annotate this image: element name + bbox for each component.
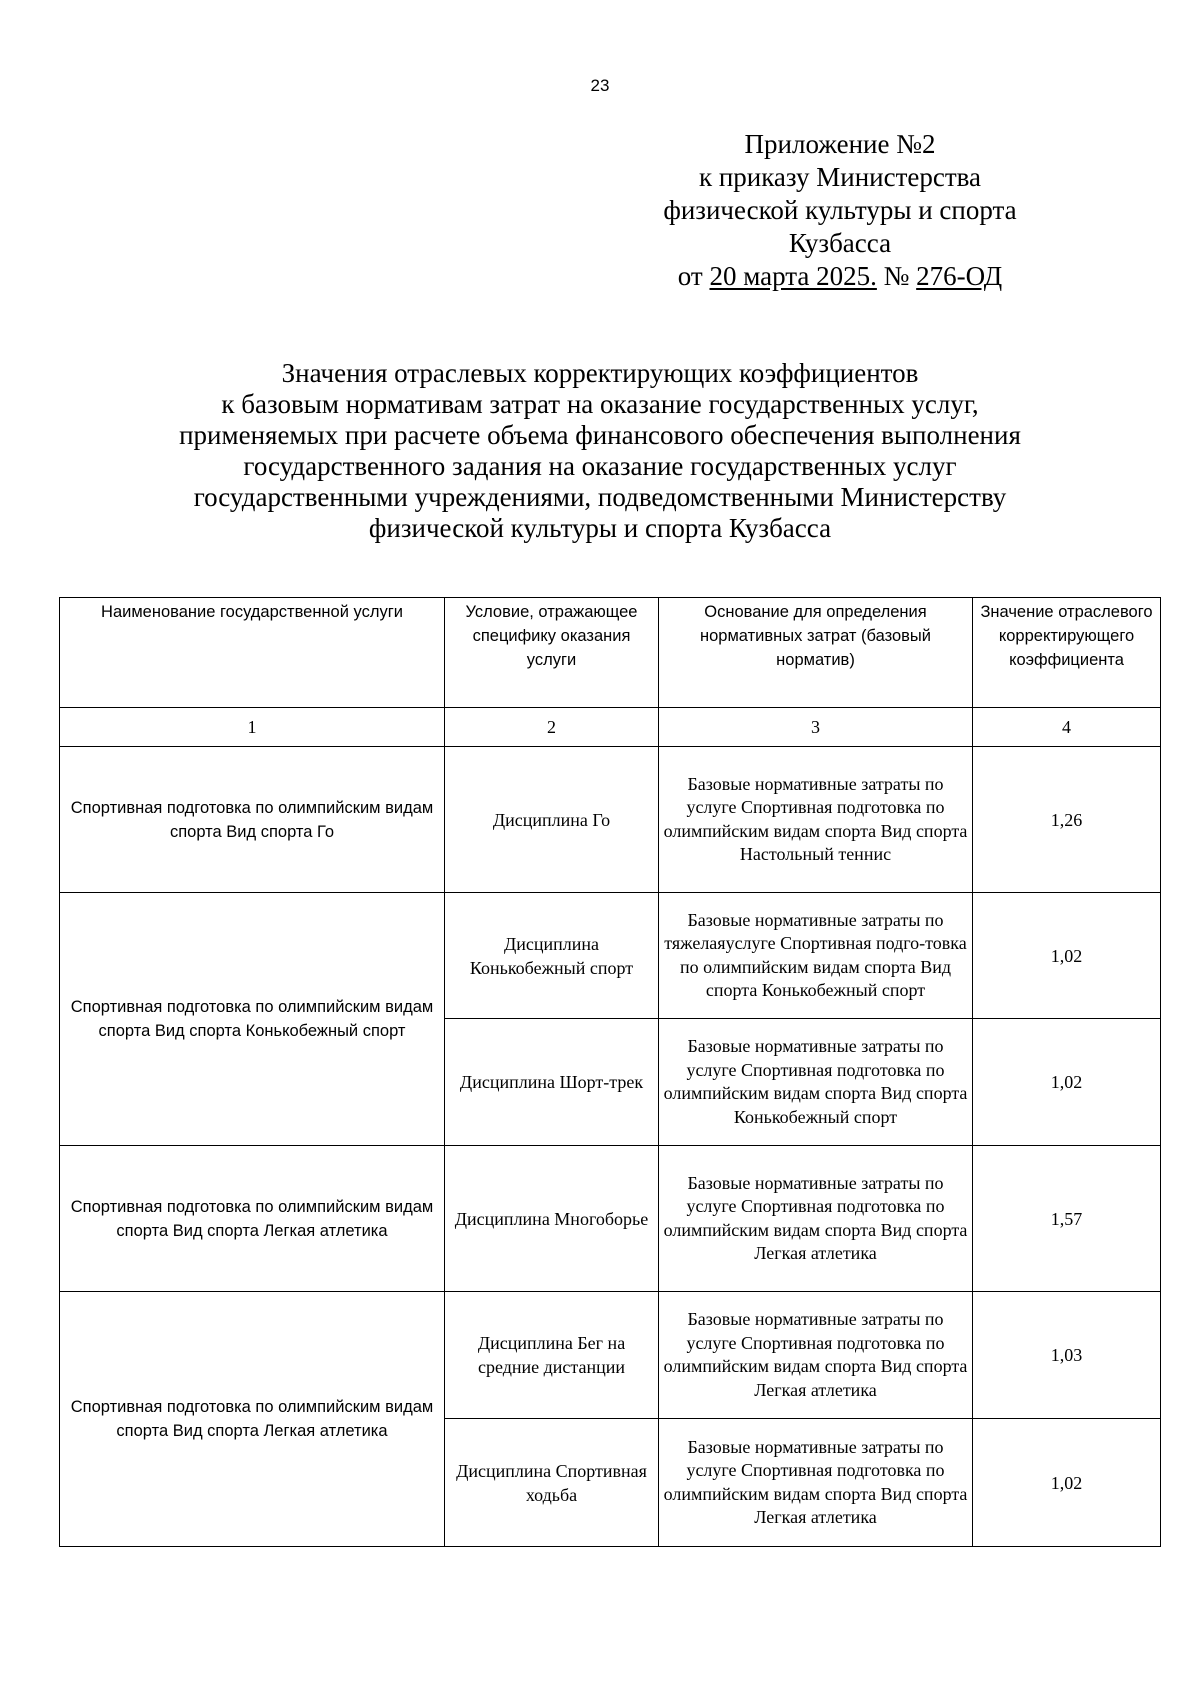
coefficient-cell: 1,02	[973, 1419, 1161, 1547]
basis-cell: Базовые нормативные затраты по тяжелаяуслуге Спортивная подго-товка по олимпийским видам спорта Вид спорта Конькобежный спорт	[659, 893, 973, 1019]
appendix-line-1: Приложение №2	[744, 129, 936, 159]
order-date: 20 марта 2025.	[709, 261, 877, 291]
title-line: Значения отраслевых корректирующих коэффициентов	[281, 358, 919, 388]
service-name-cell: Спортивная подготовка по олимпийским видам спорта Вид спорта Легкая атлетика	[60, 1146, 445, 1292]
basis-cell: Базовые нормативные затраты по услуге Спортивная подготовка по олимпийским видам спорта Вид спорта Конькобежный спорт	[659, 1019, 973, 1146]
condition-cell: Дисциплина Бег на средние дистанции	[445, 1292, 659, 1419]
service-name-cell: Спортивная подготовка по олимпийским видам спорта Вид спорта Конькобежный спорт	[60, 893, 445, 1146]
column-number: 2	[445, 708, 659, 747]
condition-cell: Дисциплина Спортивная ходьба	[445, 1419, 659, 1547]
column-number: 1	[60, 708, 445, 747]
service-name-cell: Спортивная подготовка по олимпийским видам спорта Вид спорта Го	[60, 747, 445, 893]
table-row	[60, 1292, 1161, 1419]
title-line: государственного задания на оказание государственных услуг	[243, 451, 957, 481]
column-number: 3	[659, 708, 973, 747]
header-row	[60, 598, 1161, 708]
header-basis: Основание для определения нормативных затрат (базовый норматив)	[659, 598, 973, 708]
condition-cell: Дисциплина Шорт-трек	[445, 1019, 659, 1146]
title-line: государственными учреждениями, подведомственными Министерству	[193, 482, 1007, 512]
header-coefficient: Значение отраслевого корректирующего коэффициента	[973, 598, 1161, 708]
appendix-block	[650, 128, 1030, 293]
order-number: 276-ОД	[916, 261, 1003, 291]
table-row	[60, 747, 1161, 893]
condition-cell: Дисциплина Многоборье	[445, 1146, 659, 1292]
page-number: 23	[590, 76, 610, 95]
order-date-prefix: от	[677, 261, 703, 291]
table-row	[60, 893, 1161, 1019]
coefficient-cell: 1,26	[973, 747, 1161, 893]
condition-cell: Дисциплина Конькобежный спорт	[445, 893, 659, 1019]
column-number-row	[60, 708, 1161, 747]
order-number-sign: №	[883, 261, 910, 291]
title-line: применяемых при расчете объема финансового обеспечения выполнения	[179, 420, 1021, 450]
service-name-cell: Спортивная подготовка по олимпийским видам спорта Вид спорта Легкая атлетика	[60, 1292, 445, 1547]
basis-cell: Базовые нормативные затраты по услуге Спортивная подготовка по олимпийским видам спорта Вид спорта Настольный теннис	[659, 747, 973, 893]
appendix-line-4: Кузбасса	[788, 228, 892, 258]
coefficient-cell: 1,03	[973, 1292, 1161, 1419]
coefficient-cell: 1,02	[973, 1019, 1161, 1146]
basis-cell: Базовые нормативные затраты по услуге Спортивная подготовка по олимпийским видам спорта Вид спорта Легкая атлетика	[659, 1419, 973, 1547]
basis-cell: Базовые нормативные затраты по услуге Спортивная подготовка по олимпийским видам спорта Вид спорта Легкая атлетика	[659, 1146, 973, 1292]
appendix-order-line	[650, 260, 1030, 293]
header-service-name: Наименование государственной услуги	[60, 598, 445, 708]
coefficients-table	[59, 597, 1161, 1547]
document-title	[100, 358, 1100, 544]
condition-cell: Дисциплина Го	[445, 747, 659, 893]
coefficient-cell: 1,57	[973, 1146, 1161, 1292]
column-number: 4	[973, 708, 1161, 747]
appendix-line-2: к приказу Министерства	[698, 162, 982, 192]
header-condition: Условие, отражающее специфику оказания услуги	[445, 598, 659, 708]
table-row	[60, 1146, 1161, 1292]
coefficient-cell: 1,02	[973, 893, 1161, 1019]
appendix-line-3: физической культуры и спорта	[663, 195, 1017, 225]
title-line: к базовым нормативам затрат на оказание государственных услуг,	[221, 389, 979, 419]
basis-cell: Базовые нормативные затраты по услуге Спортивная подготовка по олимпийским видам спорта Вид спорта Легкая атлетика	[659, 1292, 973, 1419]
title-line: физической культуры и спорта Кузбасса	[368, 513, 832, 543]
